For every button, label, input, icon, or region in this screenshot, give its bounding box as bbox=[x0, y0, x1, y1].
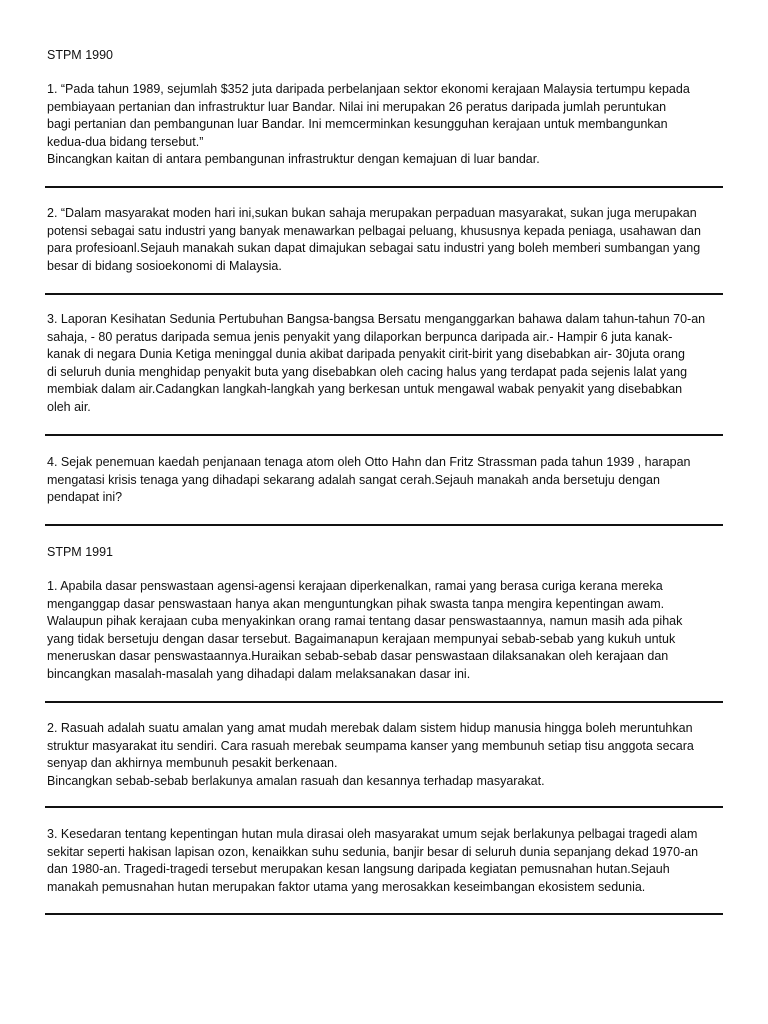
text-line: 1. “Pada tahun 1989, sejumlah $352 juta daripada perbelanjaan sektor ekonomi kerajaan Malaysia tertumpu kepada bbox=[47, 82, 690, 96]
text-line: yang tidak bersetuju dengan dasar tersebut. Bagaimanapun kerajaan mempunyai sebab-sebab yang kukuh untuk bbox=[47, 631, 676, 646]
text-line: bincangkan masalah-masalah yang dihadapi dalam melaksanakan dasar ini. bbox=[47, 666, 471, 681]
question-1991-3 bbox=[47, 826, 727, 896]
text-line: sahaja, - 80 peratus daripada semua jenis penyakit yang dilaporkan berpunca daripada air.- Hampir 6 juta kanak- bbox=[47, 329, 673, 344]
text-line: manakah pemusnahan hutan merupakan faktor utama yang merosakkan keseimbangan ekosistem sedunia. bbox=[47, 879, 646, 894]
text-line: 3. Laporan Kesihatan Sedunia Pertubuhan Bangsa-bangsa Bersatu menganggarkan bahawa dalam tahun-tahun 70-an bbox=[47, 312, 706, 326]
question-1990-1 bbox=[47, 81, 727, 169]
text-line: kanak di negara Dunia Ketiga meninggal dunia akibat daripada penyakit cirit-birit yang disebabkan air- 30juta orang bbox=[47, 347, 685, 361]
text-line: 2. “Dalam masyarakat moden hari ini,sukan bukan sahaja merupakan perpaduan masyarakat, sukan juga merupakan bbox=[47, 206, 697, 220]
text-line: Walaupun pihak kerajaan cuba menyakinkan orang ramai tentang dasar penswastaannya, namun masih ada pihak bbox=[47, 614, 683, 628]
question-1990-3 bbox=[47, 311, 727, 416]
text-line: Bincangkan kaitan di antara pembangunan infrastruktur dengan kemajuan di luar bandar. bbox=[47, 152, 540, 166]
text-line: 1. Apabila dasar penswastaan agensi-agensi kerajaan diperkenalkan, ramai yang berasa curiga kerana mereka bbox=[47, 579, 663, 593]
divider-line bbox=[45, 701, 723, 703]
text-line: pembiayaan pertanian dan infrastruktur luar Bandar. Nilai ini merupakan 26 peratus daripada jumlah peruntukan bbox=[47, 99, 667, 114]
divider-line bbox=[45, 434, 723, 436]
question-1990-4 bbox=[47, 454, 727, 507]
text-line: membiak dalam air.Cadangkan langkah-langkah yang berkesan untuk mengawal wabak penyakit yang disebabkan bbox=[47, 382, 683, 396]
text-line: di seluruh dunia menghidap penyakit buta yang disebabkan oleh cacing halus yang terdapat pada sejenis lalat yang bbox=[47, 364, 688, 379]
section-heading-stpm-1990: STPM 1990 bbox=[47, 48, 114, 62]
question-1990-2 bbox=[47, 205, 727, 275]
question-1991-2 bbox=[47, 720, 727, 790]
text-line: mengatasi krisis tenaga yang dihadapi sekarang adalah sangat cerah.Sejauh manakah anda bersetuju dengan bbox=[47, 472, 660, 487]
text-line: besar di bidang sosioekonomi di Malaysia. bbox=[47, 258, 282, 273]
text-line: menganggap dasar penswastaan hanya akan menguntungkan pihak swasta tanpa mengira kepentingan awam. bbox=[47, 596, 665, 611]
text-line: oleh air. bbox=[47, 399, 91, 414]
text-line: 4. Sejak penemuan kaedah penjanaan tenaga atom oleh Otto Hahn dan Fritz Strassman pada tahun 1939 , harapan bbox=[47, 455, 691, 469]
question-1991-1 bbox=[47, 578, 727, 683]
divider-line bbox=[45, 524, 723, 526]
text-line: bagi pertanian dan pembangunan luar Bandar. Ini memcerminkan kesungguhan kerajaan untuk membangunkan bbox=[47, 117, 668, 131]
text-line: kedua-dua bidang tersebut.” bbox=[47, 134, 204, 149]
section-heading-stpm-1991: STPM 1991 bbox=[47, 545, 114, 559]
divider-line bbox=[45, 293, 723, 295]
text-line: struktur masyarakat itu sendiri. Cara rasuah merebak seumpama kanser yang membunuh setiap tisu anggota secara bbox=[47, 738, 694, 753]
text-line: dan 1980-an. Tragedi-tragedi tersebut merupakan kesan langsung daripada kegiatan pemusnahan hutan.Sejauh bbox=[47, 862, 670, 876]
divider-line bbox=[45, 806, 723, 808]
text-line: sekitar seperti hakisan lapisan ozon, kenaikkan suhu sedunia, banjir besar di seluruh dunia sepanjang dekad 1970-an bbox=[47, 844, 699, 859]
text-line: potensi sebagai satu industri yang banyak menawarkan pelbagai peluang, khususnya kepada peniaga, usahawan dan bbox=[47, 223, 701, 238]
text-line: senyap dan akhirnya membunuh pesakit berkenaan. bbox=[47, 756, 338, 770]
text-line: pendapat ini? bbox=[47, 490, 123, 504]
divider-line bbox=[45, 186, 723, 188]
divider-line bbox=[45, 913, 723, 915]
text-line: Bincangkan sebab-sebab berlakunya amalan rasuah dan kesannya terhadap masyarakat. bbox=[47, 773, 545, 788]
text-line: 3. Kesedaran tentang kepentingan hutan mula dirasai oleh masyarakat umum sejak berlakunya pelbagai tragedi alam bbox=[47, 827, 698, 841]
text-line: para profesioanl.Sejauh manakah sukan dapat dimajukan sebagai satu industri yang boleh memberi sumbangan yang bbox=[47, 241, 701, 255]
text-line: meneruskan dasar penswastaannya.Huraikan sebab-sebab dasar penswastaan dilaksanakan oleh kerajaan dan bbox=[47, 649, 669, 663]
text-line: 2. Rasuah adalah suatu amalan yang amat mudah merebak dalam sistem hidup manusia hingga boleh meruntuhkan bbox=[47, 721, 693, 735]
